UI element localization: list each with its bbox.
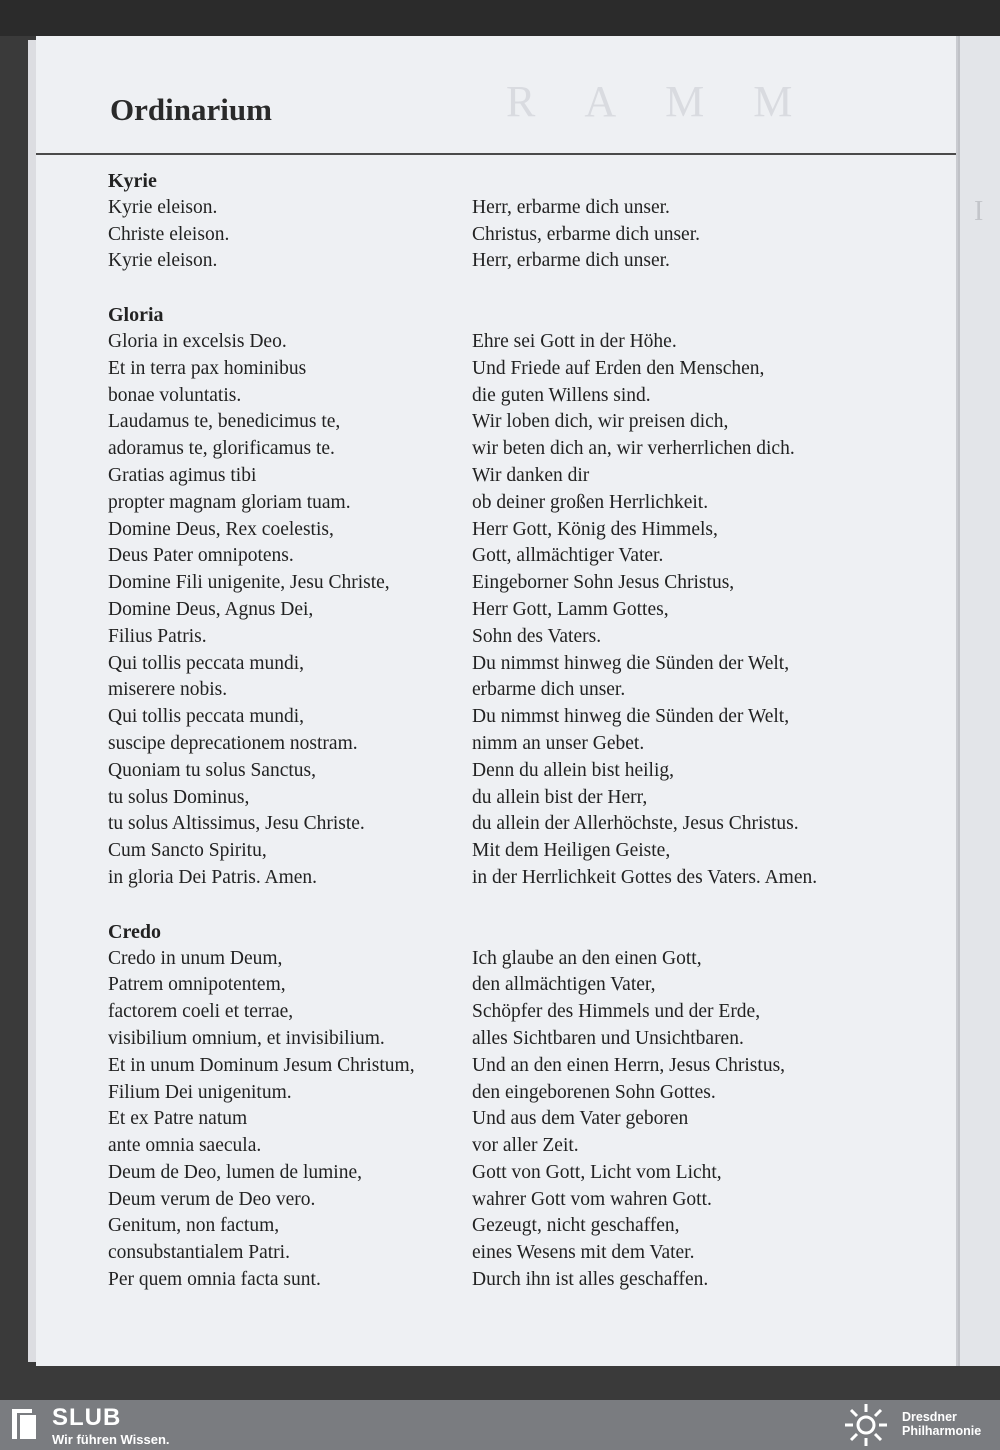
- section-gloria: [108, 302, 898, 892]
- german-text: du allein bist der Herr,: [472, 786, 648, 808]
- latin-text: tu solus Altissimus, Jesu Christe.: [108, 813, 365, 835]
- german-text: die guten Willens sind.: [472, 384, 651, 406]
- german-text: Christus, erbarme dich unser.: [472, 223, 700, 245]
- footer-bar: [0, 1400, 1000, 1450]
- german-text: erbarme dich unser.: [472, 679, 626, 701]
- german-text: Mit dem Heiligen Geiste,: [472, 840, 671, 862]
- text-line-pair: [108, 517, 898, 544]
- text-line-pair: [108, 248, 898, 275]
- text-line-pair: [108, 811, 898, 838]
- latin-text: Credo in unum Deum,: [108, 947, 283, 969]
- text-line-pair: [108, 865, 898, 892]
- latin-text: tu solus Dominus,: [108, 786, 250, 808]
- scan-background-top: [0, 0, 1000, 36]
- text-line-pair: [108, 1106, 898, 1133]
- latin-text: Cum Sancto Spiritu,: [108, 840, 267, 862]
- german-text: Und an den einen Herrn, Jesus Christus,: [472, 1054, 786, 1076]
- section-kyrie: [108, 168, 898, 275]
- text-line-pair: [108, 651, 898, 678]
- text-line-pair: [108, 1133, 898, 1160]
- german-text: Gezeugt, nicht geschaffen,: [472, 1215, 680, 1237]
- german-text: Sohn des Vaters.: [472, 625, 602, 647]
- latin-text: Genitum, non factum,: [108, 1215, 280, 1237]
- text-line-pair: [108, 409, 898, 436]
- german-text: den allmächtigen Vater,: [472, 974, 656, 996]
- text-line-pair: [108, 1053, 898, 1080]
- text-line-pair: [108, 490, 898, 517]
- latin-text: Qui tollis peccata mundi,: [108, 706, 305, 728]
- latin-text: Deus Pater omnipotens.: [108, 545, 294, 567]
- text-line-pair: [108, 1026, 898, 1053]
- latin-text: Kyrie eleison.: [108, 196, 218, 218]
- latin-text: consubstantialem Patri.: [108, 1242, 290, 1264]
- latin-text: Domine Deus, Rex coelestis,: [108, 518, 334, 540]
- section-credo: [108, 919, 898, 1294]
- german-text: Herr Gott, Lamm Gottes,: [472, 598, 669, 620]
- latin-text: Qui tollis peccata mundi,: [108, 652, 305, 674]
- german-text: Und aus dem Vater geboren: [472, 1108, 689, 1130]
- latin-text: adoramus te, glorificamus te.: [108, 438, 335, 460]
- german-text: Herr, erbarme dich unser.: [472, 250, 670, 272]
- german-text: vor aller Zeit.: [472, 1135, 579, 1157]
- latin-text: Quoniam tu solus Sanctus,: [108, 759, 316, 781]
- german-text: Herr Gott, König des Himmels,: [472, 518, 718, 540]
- slub-logo-icon: [12, 1407, 38, 1441]
- german-text: Durch ihn ist alles geschaffen.: [472, 1269, 709, 1291]
- latin-text: visibilium omnium, et invisibilium.: [108, 1027, 385, 1049]
- latin-text: Gloria in excelsis Deo.: [108, 330, 287, 352]
- text-line-pair: [108, 1240, 898, 1267]
- latin-text: Et in terra pax hominibus: [108, 357, 307, 379]
- latin-text: suscipe deprecationem nostram.: [108, 732, 358, 754]
- text-line-pair: [108, 1160, 898, 1187]
- text-line-pair: [108, 731, 898, 758]
- latin-text: Et ex Patre natum: [108, 1108, 248, 1130]
- german-text: in der Herrlichkeit Gottes des Vaters. Amen.: [472, 866, 818, 888]
- section-heading: Kyrie: [108, 170, 157, 192]
- text-line-pair: [108, 677, 898, 704]
- german-text: Du nimmst hinweg die Sünden der Welt,: [472, 706, 790, 728]
- text-line-pair: [108, 946, 898, 973]
- text-body: [108, 168, 898, 1321]
- latin-text: Gratias agimus tibi: [108, 464, 257, 486]
- text-line-pair: [108, 758, 898, 785]
- dresdner-philharmonie-brand: [902, 1410, 981, 1438]
- text-line-pair: [108, 624, 898, 651]
- text-line-pair: [108, 463, 898, 490]
- german-text: Ich glaube an den einen Gott,: [472, 947, 702, 969]
- slub-brand: SLUB: [52, 1404, 122, 1431]
- latin-text: miserere nobis.: [108, 679, 228, 701]
- section-heading: Credo: [108, 920, 161, 943]
- german-text: nimm an unser Gebet.: [472, 732, 645, 754]
- latin-text: Domine Fili unigenite, Jesu Christe,: [108, 572, 390, 594]
- text-line-pair: [108, 222, 898, 249]
- latin-text: Christe eleison.: [108, 223, 230, 245]
- text-line-pair: [108, 838, 898, 865]
- facing-page-edge: [958, 36, 1000, 1366]
- text-line-pair: [108, 383, 898, 410]
- text-line-pair: [108, 570, 898, 597]
- brand-line-1: Dresdner: [902, 1410, 957, 1424]
- latin-text: Et in unum Dominum Jesum Christum,: [108, 1054, 415, 1076]
- latin-text: Deum verum de Deo vero.: [108, 1188, 316, 1210]
- german-text: wir beten dich an, wir verherrlichen dich.: [472, 438, 795, 460]
- latin-text: Filium Dei unigenitum.: [108, 1081, 292, 1103]
- german-text: Gott von Gott, Licht vom Licht,: [472, 1161, 722, 1183]
- german-text: Ehre sei Gott in der Höhe.: [472, 330, 677, 352]
- german-text: wahrer Gott vom wahren Gott.: [472, 1188, 712, 1210]
- german-text: Und Friede auf Erden den Menschen,: [472, 357, 765, 379]
- facing-page-bleed: I: [974, 196, 984, 227]
- text-line-pair: [108, 999, 898, 1026]
- dresdner-philharmonie-logo-icon: [840, 1402, 892, 1448]
- german-text: Eingeborner Sohn Jesus Christus,: [472, 572, 735, 594]
- german-text: Wir loben dich, wir preisen dich,: [472, 411, 729, 433]
- latin-text: propter magnam gloriam tuam.: [108, 491, 351, 513]
- text-line-pair: [108, 785, 898, 812]
- latin-text: Domine Deus, Agnus Dei,: [108, 598, 314, 620]
- latin-text: Patrem omnipotentem,: [108, 974, 286, 996]
- text-line-pair: [108, 597, 898, 624]
- german-text: du allein der Allerhöchste, Jesus Christus.: [472, 813, 799, 835]
- show-through-text: R A M M: [506, 77, 797, 126]
- latin-text: ante omnia saecula.: [108, 1135, 262, 1157]
- german-text: eines Wesens mit dem Vater.: [472, 1242, 695, 1264]
- text-line-pair: [108, 329, 898, 356]
- latin-text: Laudamus te, benedicimus te,: [108, 411, 341, 433]
- text-line-pair: [108, 704, 898, 731]
- text-line-pair: [108, 1187, 898, 1214]
- page-title: Ordinarium: [110, 92, 272, 127]
- text-line-pair: [108, 1267, 898, 1294]
- text-line-pair: [108, 972, 898, 999]
- german-text: Gott, allmächtiger Vater.: [472, 545, 664, 567]
- section-heading: Gloria: [108, 304, 164, 327]
- german-text: alles Sichtbaren und Unsichtbaren.: [472, 1027, 744, 1049]
- slub-tagline: Wir führen Wissen.: [52, 1432, 170, 1447]
- german-text: Schöpfer des Himmels und der Erde,: [472, 1001, 761, 1023]
- latin-text: Deum de Deo, lumen de lumine,: [108, 1161, 362, 1183]
- text-line-pair: [108, 436, 898, 463]
- german-text: Du nimmst hinweg die Sünden der Welt,: [472, 652, 790, 674]
- german-text: Wir danken dir: [472, 464, 590, 486]
- latin-text: Filius Patris.: [108, 625, 207, 647]
- brand-line-2: Philharmonie: [902, 1424, 982, 1438]
- german-text: ob deiner großen Herrlichkeit.: [472, 491, 709, 513]
- text-line-pair: [108, 1213, 898, 1240]
- text-line-pair: [108, 356, 898, 383]
- latin-text: Kyrie eleison.: [108, 250, 218, 272]
- text-line-pair: [108, 195, 898, 222]
- latin-text: factorem coeli et terrae,: [108, 1001, 294, 1023]
- latin-text: bonae voluntatis.: [108, 384, 242, 406]
- latin-text: Per quem omnia facta sunt.: [108, 1269, 321, 1291]
- latin-text: in gloria Dei Patris. Amen.: [108, 866, 318, 888]
- text-line-pair: [108, 1080, 898, 1107]
- german-text: den eingeborenen Sohn Gottes.: [472, 1081, 716, 1103]
- text-line-pair: [108, 543, 898, 570]
- german-text: Herr, erbarme dich unser.: [472, 196, 670, 218]
- german-text: Denn du allein bist heilig,: [472, 759, 675, 781]
